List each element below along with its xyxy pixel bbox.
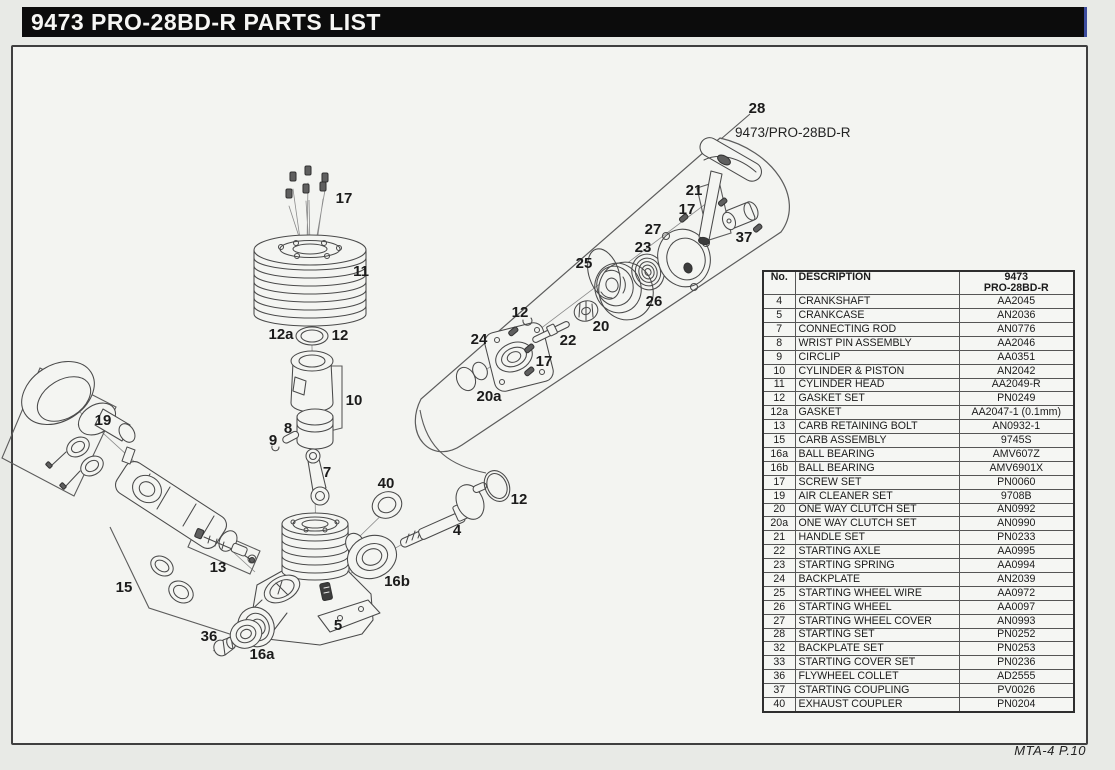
col-header-no: No. [763,271,795,295]
air-cleaner [10,349,138,490]
col-header-part-number: 9473 PRO-28BD-R [959,271,1074,295]
table-row: 4 CRANKSHAFT AA2045 [763,295,1074,309]
callout-9: 9 [268,431,278,449]
table-row: 7 CONNECTING ROD AN0776 [763,323,1074,337]
table-row: 15 CARB ASSEMBLY 9745S [763,434,1074,448]
callout-16b: 16b [384,572,410,590]
table-row: 13 CARB RETAINING BOLT AN0932-1 [763,420,1074,434]
callout-20a: 20a [476,387,502,405]
callout-12: 12 [510,490,528,508]
callout-12: 12 [331,326,349,344]
parts-table-body [763,295,1074,712]
callout-12: 12 [511,303,529,321]
callout-16a: 16a [249,645,275,663]
callout-15: 15 [115,578,133,596]
parts-table-container [762,270,1075,713]
callout-25: 25 [575,254,593,272]
callout-23: 23 [634,238,652,256]
table-row: 20 ONE WAY CLUTCH SET AN0992 [763,503,1074,517]
callout-37: 37 [735,228,753,246]
exhaust-coupler [368,487,406,522]
assembly-set-label: 9473/PRO-28BD-R [735,125,851,140]
callout-8: 8 [283,419,293,437]
callout-5: 5 [333,616,343,634]
callout-36: 36 [200,627,218,645]
cylinder-head [254,235,366,326]
callout-40: 40 [377,474,395,492]
callout-labels [95,100,766,663]
table-row: 20a ONE WAY CLUTCH SET AN0990 [763,517,1074,531]
table-row: 33 STARTING COVER SET PN0236 [763,656,1074,670]
table-row: 40 EXHAUST COUPLER PN0204 [763,698,1074,712]
callout-17: 17 [335,189,353,207]
callout-20: 20 [592,317,610,335]
page-footer-note: MTA-4 P.10 [1014,743,1086,758]
table-row: 17 SCREW SET PN0060 [763,475,1074,489]
table-row: 32 BACKPLATE SET PN0253 [763,642,1074,656]
table-row: 26 STARTING WHEEL AA0097 [763,600,1074,614]
callout-19: 19 [94,411,112,429]
table-row: 9 CIRCLIP AA0351 [763,350,1074,364]
callout-10: 10 [345,391,363,409]
callout-7: 7 [322,463,332,481]
callout-27: 27 [644,220,662,238]
table-row: 27 STARTING WHEEL COVER AN0993 [763,614,1074,628]
table-row: 5 CRANKCASE AN2036 [763,309,1074,323]
callout-17: 17 [535,352,553,370]
table-row: 22 STARTING AXLE AA0995 [763,545,1074,559]
table-row: 12 GASKET SET PN0249 [763,392,1074,406]
table-row: 24 BACKPLATE AN2039 [763,573,1074,587]
head-gaskets [296,327,328,345]
table-row: 16b BALL BEARING AMV6901X [763,461,1074,475]
callout-11: 11 [353,262,369,280]
callout-21: 21 [685,181,703,199]
table-row: 8 WRIST PIN ASSEMBLY AA2046 [763,336,1074,350]
page-title: 9473 PRO-28BD-R PARTS LIST [31,8,381,35]
table-row: 19 AIR CLEANER SET 9708B [763,489,1074,503]
table-row: 36 FLYWHEEL COLLET AD2555 [763,670,1074,684]
table-row: 25 STARTING WHEEL WIRE AA0972 [763,586,1074,600]
table-row: 12a GASKET AA2047-1 (0.1mm) [763,406,1074,420]
callout-4: 4 [452,521,462,539]
callout-17: 17 [678,200,696,218]
callout-28: 28 [748,99,766,117]
col-header-description: DESCRIPTION [795,271,959,295]
callout-22: 22 [559,331,577,349]
callout-12a: 12a [268,325,294,343]
parts-table [762,270,1075,713]
table-header-row [763,271,1074,295]
callout-24: 24 [470,330,488,348]
table-row: 28 STARTING SET PN0252 [763,628,1074,642]
table-row: 11 CYLINDER HEAD AA2049-R [763,378,1074,392]
carburetor-assembly [112,447,255,607]
callout-26: 26 [645,292,663,310]
starting-coupling [718,197,763,233]
table-row: 23 STARTING SPRING AA0994 [763,559,1074,573]
table-row: 37 STARTING COUPLING PV0026 [763,684,1074,698]
table-row: 16a BALL BEARING AMV607Z [763,448,1074,462]
callout-13: 13 [209,558,227,576]
table-row: 10 CYLINDER & PISTON AN2042 [763,364,1074,378]
table-row: 21 HANDLE SET PN0233 [763,531,1074,545]
